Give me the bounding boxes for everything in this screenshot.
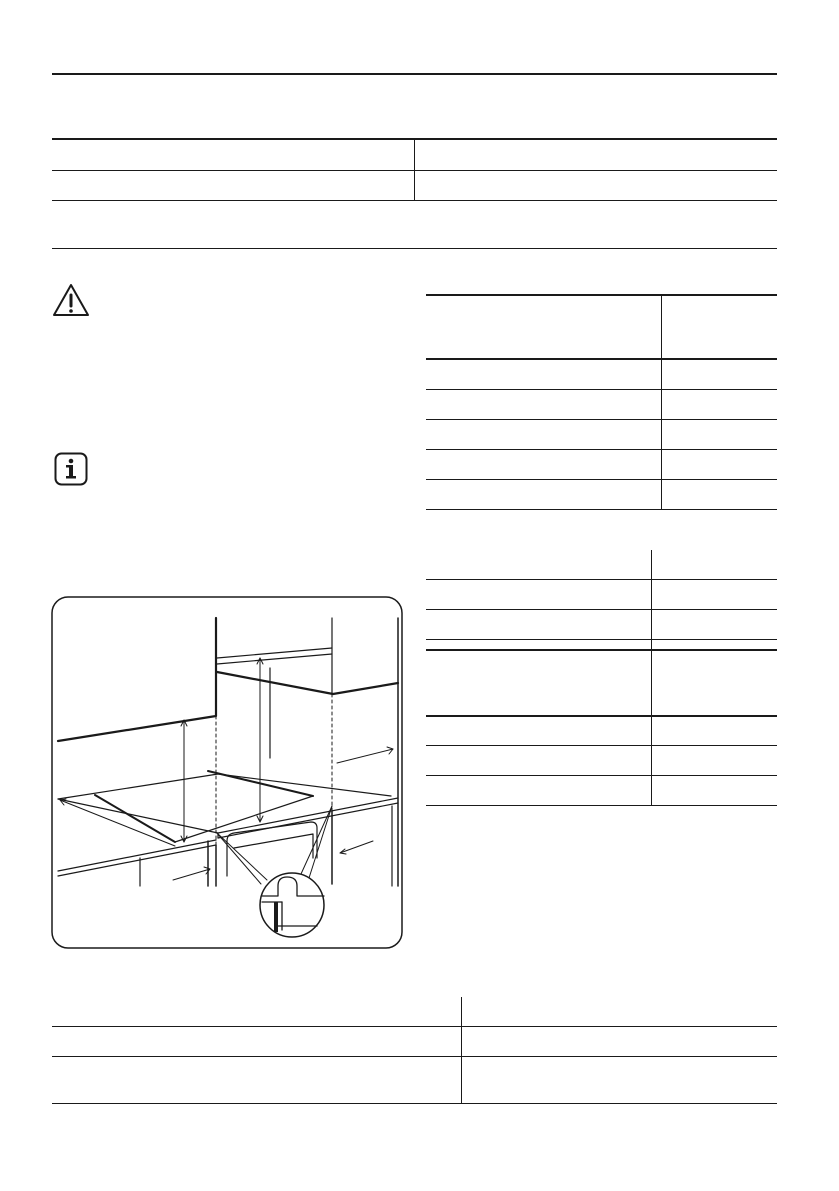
right-table-1-header-divider (426, 358, 777, 360)
right-table-2-column-divider (651, 550, 652, 805)
right-table-2-row-divider (426, 639, 777, 640)
section-rule (52, 248, 777, 249)
right-table-2-row-divider (426, 579, 777, 580)
right-table-2-section-border (426, 649, 777, 651)
bottom-table-row-divider (52, 1026, 777, 1027)
bottom-table-row-divider (52, 1056, 777, 1057)
right-table-1-row-divider (426, 389, 777, 390)
top-table-column-divider (414, 139, 415, 201)
page-top-rule (52, 73, 777, 75)
right-table-2-row-divider (426, 609, 777, 610)
right-table-2-header-divider (426, 715, 777, 717)
bottom-table-column-divider (461, 997, 462, 1104)
right-table-1-top-border (426, 294, 777, 296)
right-table-1-bottom-border (426, 509, 777, 510)
right-table-1-column-divider (661, 295, 662, 510)
warning-triangle-icon (52, 283, 90, 317)
right-table-1-row-divider (426, 449, 777, 450)
right-table-1-row-divider (426, 419, 777, 420)
right-table-2-bottom-border (426, 805, 777, 806)
right-table-1-row-divider (426, 479, 777, 480)
info-icon (54, 452, 88, 486)
bottom-table-bottom-border (52, 1103, 777, 1104)
right-table-2-row-divider (426, 745, 777, 746)
right-table-2-row-divider (426, 775, 777, 776)
installation-diagram (51, 596, 403, 949)
